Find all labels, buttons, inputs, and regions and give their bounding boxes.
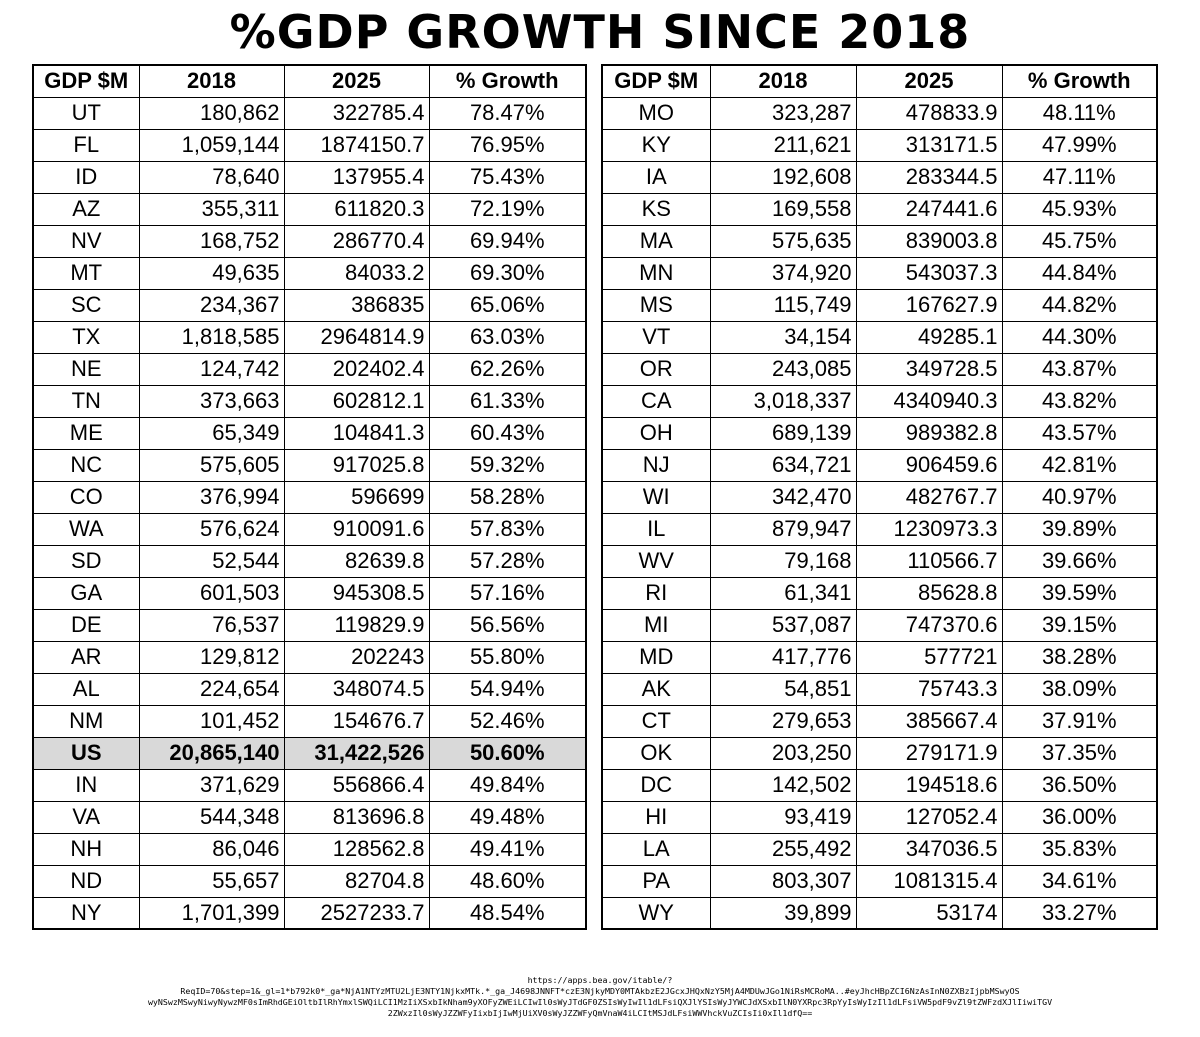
gdp-2025-cell: 556866.4 bbox=[284, 769, 429, 801]
growth-cell: 49.41% bbox=[429, 833, 586, 865]
growth-cell: 61.33% bbox=[429, 385, 586, 417]
table-row-us-total bbox=[33, 737, 586, 769]
growth-cell: 44.82% bbox=[1002, 289, 1157, 321]
growth-cell: 47.11% bbox=[1002, 161, 1157, 193]
state-cell: IN bbox=[33, 769, 139, 801]
source-line: 2ZWxzIl0sWyJZZWFyIixbIjIwMjUiXV0sWyJZZWFyQmVnaW4iLCItMSJdLFsiWWVhckVuZCIsIi0xIl1dfQ== bbox=[387, 1008, 813, 1018]
table-row bbox=[602, 449, 1157, 481]
state-cell: NM bbox=[33, 705, 139, 737]
gdp-2018-cell: 634,721 bbox=[710, 449, 856, 481]
gdp-2025-cell: 104841.3 bbox=[284, 417, 429, 449]
gdp-2025-cell: 1874150.7 bbox=[284, 129, 429, 161]
table-row bbox=[33, 609, 586, 641]
gdp-2018-cell: 243,085 bbox=[710, 353, 856, 385]
gdp-2018-cell: 234,367 bbox=[139, 289, 284, 321]
table-row bbox=[33, 417, 586, 449]
table-row bbox=[602, 417, 1157, 449]
page-title: %GDP GROWTH SINCE 2018 bbox=[229, 5, 971, 59]
growth-cell: 57.83% bbox=[429, 513, 586, 545]
gdp-2018-cell: 3,018,337 bbox=[710, 385, 856, 417]
growth-cell: 57.28% bbox=[429, 545, 586, 577]
growth-cell: 33.27% bbox=[1002, 897, 1157, 929]
state-cell: MS bbox=[602, 289, 710, 321]
gdp-2025-cell: 82704.8 bbox=[284, 865, 429, 897]
gdp-2018-cell: 79,168 bbox=[710, 545, 856, 577]
state-cell: UT bbox=[33, 97, 139, 129]
table-row bbox=[33, 193, 586, 225]
table-row bbox=[602, 353, 1157, 385]
growth-cell: 40.97% bbox=[1002, 481, 1157, 513]
gdp-2018-cell: 203,250 bbox=[710, 737, 856, 769]
growth-cell: 75.43% bbox=[429, 161, 586, 193]
table-row bbox=[602, 545, 1157, 577]
state-cell: IA bbox=[602, 161, 710, 193]
growth-cell: 44.84% bbox=[1002, 257, 1157, 289]
state-cell: WI bbox=[602, 481, 710, 513]
gdp-2018-cell: 689,139 bbox=[710, 417, 856, 449]
table-row bbox=[602, 385, 1157, 417]
state-cell: AR bbox=[33, 641, 139, 673]
state-cell: OH bbox=[602, 417, 710, 449]
table-row bbox=[602, 97, 1157, 129]
gdp-2018-cell: 93,419 bbox=[710, 801, 856, 833]
growth-cell: 72.19% bbox=[429, 193, 586, 225]
gdp-2018-cell: 279,653 bbox=[710, 705, 856, 737]
table-row bbox=[602, 673, 1157, 705]
growth-cell: 55.80% bbox=[429, 641, 586, 673]
growth-cell: 69.94% bbox=[429, 225, 586, 257]
state-cell: MN bbox=[602, 257, 710, 289]
state-cell: HI bbox=[602, 801, 710, 833]
table-row bbox=[602, 705, 1157, 737]
table-row bbox=[33, 641, 586, 673]
growth-cell: 37.35% bbox=[1002, 737, 1157, 769]
gdp-2018-cell: 879,947 bbox=[710, 513, 856, 545]
header-growth: % Growth bbox=[429, 65, 586, 97]
growth-cell: 43.82% bbox=[1002, 385, 1157, 417]
table-row bbox=[33, 545, 586, 577]
gdp-2018-cell: 323,287 bbox=[710, 97, 856, 129]
table-row bbox=[33, 385, 586, 417]
gdp-2025-cell: 75743.3 bbox=[856, 673, 1002, 705]
source-line: ReqID=70&step=1&_gl=1*b792k0*_ga*NjA1NTYzMTU2LjE3NTY1NjkxMTk.*_ga_J4698JNNFT*czE3NjkyMDY0MTAkbzE2JGcxJHQxNzY5MjA4MDUwJGo1NiRsMCRoMA..#eyJhcHBpZCI6NzAsInN0ZXBzIjpbMSwyOS bbox=[180, 986, 1020, 996]
gdp-2025-cell: 1081315.4 bbox=[856, 865, 1002, 897]
gdp-2025-cell: 82639.8 bbox=[284, 545, 429, 577]
header-state: GDP $M bbox=[602, 65, 710, 97]
state-cell: MI bbox=[602, 609, 710, 641]
table-row bbox=[33, 225, 586, 257]
gdp-2018-cell: 101,452 bbox=[139, 705, 284, 737]
table-row bbox=[33, 705, 586, 737]
state-cell: WY bbox=[602, 897, 710, 929]
gdp-2025-cell: 127052.4 bbox=[856, 801, 1002, 833]
gdp-2018-cell: 168,752 bbox=[139, 225, 284, 257]
gdp-2025-cell: 137955.4 bbox=[284, 161, 429, 193]
header-2025: 2025 bbox=[284, 65, 429, 97]
growth-cell: 69.30% bbox=[429, 257, 586, 289]
growth-cell: 36.00% bbox=[1002, 801, 1157, 833]
gdp-2025-cell: 347036.5 bbox=[856, 833, 1002, 865]
growth-cell: 59.32% bbox=[429, 449, 586, 481]
gdp-2018-cell: 255,492 bbox=[710, 833, 856, 865]
growth-cell: 54.94% bbox=[429, 673, 586, 705]
gdp-2018-cell: 169,558 bbox=[710, 193, 856, 225]
gdp-2018-cell: 86,046 bbox=[139, 833, 284, 865]
gdp-2018-cell: 211,621 bbox=[710, 129, 856, 161]
table-row bbox=[602, 321, 1157, 353]
gdp-2025-cell: 2527233.7 bbox=[284, 897, 429, 929]
growth-cell: 76.95% bbox=[429, 129, 586, 161]
gdp-2018-cell: 1,701,399 bbox=[139, 897, 284, 929]
gdp-2025-cell: 482767.7 bbox=[856, 481, 1002, 513]
table-row bbox=[602, 193, 1157, 225]
gdp-2025-cell: 4340940.3 bbox=[856, 385, 1002, 417]
header-row bbox=[33, 65, 586, 97]
header-2018: 2018 bbox=[139, 65, 284, 97]
table-row bbox=[33, 513, 586, 545]
gdp-2025-cell: 167627.9 bbox=[856, 289, 1002, 321]
table-row bbox=[602, 161, 1157, 193]
state-cell: KS bbox=[602, 193, 710, 225]
growth-cell: 44.30% bbox=[1002, 321, 1157, 353]
table-row bbox=[602, 225, 1157, 257]
state-cell: NE bbox=[33, 353, 139, 385]
gdp-2018-cell: 374,920 bbox=[710, 257, 856, 289]
gdp-2018-cell: 1,059,144 bbox=[139, 129, 284, 161]
growth-cell: 39.89% bbox=[1002, 513, 1157, 545]
table-row bbox=[33, 833, 586, 865]
gdp-2025-cell: 194518.6 bbox=[856, 769, 1002, 801]
gdp-2025-cell: 348074.5 bbox=[284, 673, 429, 705]
growth-cell: 49.48% bbox=[429, 801, 586, 833]
table-row bbox=[602, 577, 1157, 609]
state-cell: CT bbox=[602, 705, 710, 737]
state-cell: AK bbox=[602, 673, 710, 705]
state-cell: CA bbox=[602, 385, 710, 417]
growth-cell: 47.99% bbox=[1002, 129, 1157, 161]
state-cell: ME bbox=[33, 417, 139, 449]
table-row bbox=[33, 129, 586, 161]
header-2018: 2018 bbox=[710, 65, 856, 97]
header-state: GDP $M bbox=[33, 65, 139, 97]
growth-cell: 78.47% bbox=[429, 97, 586, 129]
gdp-2025-cell: 349728.5 bbox=[856, 353, 1002, 385]
growth-cell: 34.61% bbox=[1002, 865, 1157, 897]
source-line: wyNSwzMSwyNiwyNywzMF0sImRhdGEiOltbIlRhYmxlSWQiLCI1MzIiXSxbIkNham9yXOFyZWEiLCIwIl0sWyJTdGF0ZSIsWyIwIl1dLFsiQXJlYSIsWyJYWCJdXSxbIlN0YXRpc3RpYyIsWyIzIl1dLFsiVW5pdF9vZl9tZWFzdXJlIiwiTGV bbox=[147, 997, 1053, 1007]
state-cell: US bbox=[33, 737, 139, 769]
gdp-2025-cell: 110566.7 bbox=[856, 545, 1002, 577]
growth-cell: 42.81% bbox=[1002, 449, 1157, 481]
gdp-2025-cell: 839003.8 bbox=[856, 225, 1002, 257]
gdp-2025-cell: 202243 bbox=[284, 641, 429, 673]
growth-cell: 50.60% bbox=[429, 737, 586, 769]
state-cell: CO bbox=[33, 481, 139, 513]
gdp-table-right bbox=[601, 64, 1158, 930]
gdp-2018-cell: 61,341 bbox=[710, 577, 856, 609]
growth-cell: 57.16% bbox=[429, 577, 586, 609]
table-row bbox=[33, 481, 586, 513]
state-cell: WV bbox=[602, 545, 710, 577]
table-row bbox=[33, 161, 586, 193]
gdp-2025-cell: 286770.4 bbox=[284, 225, 429, 257]
gdp-2025-cell: 596699 bbox=[284, 481, 429, 513]
source-line: https://apps.bea.gov/itable/? bbox=[527, 975, 673, 985]
growth-cell: 48.54% bbox=[429, 897, 586, 929]
gdp-2018-cell: 52,544 bbox=[139, 545, 284, 577]
gdp-2018-cell: 224,654 bbox=[139, 673, 284, 705]
gdp-2018-cell: 55,657 bbox=[139, 865, 284, 897]
state-cell: AL bbox=[33, 673, 139, 705]
growth-cell: 65.06% bbox=[429, 289, 586, 321]
gdp-2018-cell: 342,470 bbox=[710, 481, 856, 513]
gdp-2018-cell: 371,629 bbox=[139, 769, 284, 801]
gdp-2018-cell: 20,865,140 bbox=[139, 737, 284, 769]
growth-cell: 48.60% bbox=[429, 865, 586, 897]
growth-cell: 48.11% bbox=[1002, 97, 1157, 129]
gdp-2018-cell: 39,899 bbox=[710, 897, 856, 929]
state-cell: SD bbox=[33, 545, 139, 577]
growth-cell: 36.50% bbox=[1002, 769, 1157, 801]
state-cell: NY bbox=[33, 897, 139, 929]
state-cell: AZ bbox=[33, 193, 139, 225]
gdp-2025-cell: 478833.9 bbox=[856, 97, 1002, 129]
state-cell: MO bbox=[602, 97, 710, 129]
source-url bbox=[0, 975, 1200, 1019]
state-cell: MA bbox=[602, 225, 710, 257]
growth-cell: 62.26% bbox=[429, 353, 586, 385]
state-cell: FL bbox=[33, 129, 139, 161]
gdp-2018-cell: 1,818,585 bbox=[139, 321, 284, 353]
growth-cell: 38.28% bbox=[1002, 641, 1157, 673]
state-cell: IL bbox=[602, 513, 710, 545]
growth-cell: 43.87% bbox=[1002, 353, 1157, 385]
gdp-2025-cell: 128562.8 bbox=[284, 833, 429, 865]
table-row bbox=[602, 129, 1157, 161]
gdp-2025-cell: 385667.4 bbox=[856, 705, 1002, 737]
table-row bbox=[602, 801, 1157, 833]
gdp-2025-cell: 84033.2 bbox=[284, 257, 429, 289]
gdp-2025-cell: 322785.4 bbox=[284, 97, 429, 129]
gdp-2018-cell: 417,776 bbox=[710, 641, 856, 673]
growth-cell: 58.28% bbox=[429, 481, 586, 513]
table-row bbox=[602, 513, 1157, 545]
state-cell: MD bbox=[602, 641, 710, 673]
gdp-2025-cell: 543037.3 bbox=[856, 257, 1002, 289]
gdp-2018-cell: 124,742 bbox=[139, 353, 284, 385]
table-row bbox=[33, 321, 586, 353]
gdp-2025-cell: 989382.8 bbox=[856, 417, 1002, 449]
gdp-2018-cell: 78,640 bbox=[139, 161, 284, 193]
state-cell: DE bbox=[33, 609, 139, 641]
gdp-2018-cell: 192,608 bbox=[710, 161, 856, 193]
table-row bbox=[602, 769, 1157, 801]
state-cell: PA bbox=[602, 865, 710, 897]
gdp-2018-cell: 355,311 bbox=[139, 193, 284, 225]
table-row bbox=[602, 897, 1157, 929]
growth-cell: 39.66% bbox=[1002, 545, 1157, 577]
gdp-2025-cell: 602812.1 bbox=[284, 385, 429, 417]
gdp-2018-cell: 601,503 bbox=[139, 577, 284, 609]
state-cell: DC bbox=[602, 769, 710, 801]
table-row bbox=[602, 481, 1157, 513]
header-2025: 2025 bbox=[856, 65, 1002, 97]
header-growth: % Growth bbox=[1002, 65, 1157, 97]
gdp-2018-cell: 34,154 bbox=[710, 321, 856, 353]
table-row bbox=[602, 289, 1157, 321]
gdp-2018-cell: 115,749 bbox=[710, 289, 856, 321]
state-cell: VA bbox=[33, 801, 139, 833]
gdp-2025-cell: 611820.3 bbox=[284, 193, 429, 225]
growth-cell: 45.93% bbox=[1002, 193, 1157, 225]
gdp-2018-cell: 373,663 bbox=[139, 385, 284, 417]
gdp-2025-cell: 202402.4 bbox=[284, 353, 429, 385]
state-cell: ID bbox=[33, 161, 139, 193]
growth-cell: 39.59% bbox=[1002, 577, 1157, 609]
state-cell: NV bbox=[33, 225, 139, 257]
gdp-2025-cell: 154676.7 bbox=[284, 705, 429, 737]
gdp-2025-cell: 917025.8 bbox=[284, 449, 429, 481]
gdp-2018-cell: 376,994 bbox=[139, 481, 284, 513]
growth-cell: 37.91% bbox=[1002, 705, 1157, 737]
table-row bbox=[33, 449, 586, 481]
state-cell: NJ bbox=[602, 449, 710, 481]
gdp-2025-cell: 313171.5 bbox=[856, 129, 1002, 161]
state-cell: TN bbox=[33, 385, 139, 417]
gdp-2018-cell: 575,635 bbox=[710, 225, 856, 257]
growth-cell: 43.57% bbox=[1002, 417, 1157, 449]
state-cell: NC bbox=[33, 449, 139, 481]
gdp-2018-cell: 76,537 bbox=[139, 609, 284, 641]
gdp-2025-cell: 910091.6 bbox=[284, 513, 429, 545]
header-row bbox=[602, 65, 1157, 97]
state-cell: VT bbox=[602, 321, 710, 353]
table-row bbox=[33, 257, 586, 289]
gdp-2018-cell: 65,349 bbox=[139, 417, 284, 449]
state-cell: OR bbox=[602, 353, 710, 385]
table-row bbox=[33, 673, 586, 705]
table-row bbox=[602, 609, 1157, 641]
state-cell: NH bbox=[33, 833, 139, 865]
gdp-2025-cell: 283344.5 bbox=[856, 161, 1002, 193]
gdp-2018-cell: 537,087 bbox=[710, 609, 856, 641]
gdp-2018-cell: 544,348 bbox=[139, 801, 284, 833]
table-row bbox=[33, 97, 586, 129]
table-row bbox=[33, 801, 586, 833]
table-row bbox=[33, 897, 586, 929]
table-row bbox=[602, 865, 1157, 897]
state-cell: TX bbox=[33, 321, 139, 353]
growth-cell: 49.84% bbox=[429, 769, 586, 801]
table-row bbox=[602, 641, 1157, 673]
state-cell: ND bbox=[33, 865, 139, 897]
state-cell: KY bbox=[602, 129, 710, 161]
growth-cell: 38.09% bbox=[1002, 673, 1157, 705]
growth-cell: 60.43% bbox=[429, 417, 586, 449]
state-cell: MT bbox=[33, 257, 139, 289]
growth-cell: 63.03% bbox=[429, 321, 586, 353]
gdp-2025-cell: 813696.8 bbox=[284, 801, 429, 833]
table-row bbox=[33, 289, 586, 321]
growth-cell: 56.56% bbox=[429, 609, 586, 641]
gdp-2018-cell: 576,624 bbox=[139, 513, 284, 545]
gdp-table-left bbox=[32, 64, 587, 930]
state-cell: SC bbox=[33, 289, 139, 321]
gdp-2025-cell: 247441.6 bbox=[856, 193, 1002, 225]
gdp-2025-cell: 85628.8 bbox=[856, 577, 1002, 609]
growth-cell: 45.75% bbox=[1002, 225, 1157, 257]
growth-cell: 35.83% bbox=[1002, 833, 1157, 865]
gdp-2025-cell: 49285.1 bbox=[856, 321, 1002, 353]
gdp-2018-cell: 129,812 bbox=[139, 641, 284, 673]
state-cell: RI bbox=[602, 577, 710, 609]
gdp-2025-cell: 577721 bbox=[856, 641, 1002, 673]
gdp-2018-cell: 54,851 bbox=[710, 673, 856, 705]
gdp-2018-cell: 180,862 bbox=[139, 97, 284, 129]
gdp-2018-cell: 49,635 bbox=[139, 257, 284, 289]
gdp-2025-cell: 119829.9 bbox=[284, 609, 429, 641]
gdp-2025-cell: 386835 bbox=[284, 289, 429, 321]
state-cell: WA bbox=[33, 513, 139, 545]
table-row bbox=[33, 353, 586, 385]
table-row bbox=[602, 737, 1157, 769]
gdp-2025-cell: 279171.9 bbox=[856, 737, 1002, 769]
state-cell: LA bbox=[602, 833, 710, 865]
growth-cell: 52.46% bbox=[429, 705, 586, 737]
gdp-2025-cell: 747370.6 bbox=[856, 609, 1002, 641]
gdp-2025-cell: 2964814.9 bbox=[284, 321, 429, 353]
table-row bbox=[602, 257, 1157, 289]
table-row bbox=[33, 577, 586, 609]
state-cell: OK bbox=[602, 737, 710, 769]
gdp-2018-cell: 142,502 bbox=[710, 769, 856, 801]
gdp-2025-cell: 53174 bbox=[856, 897, 1002, 929]
gdp-2025-cell: 1230973.3 bbox=[856, 513, 1002, 545]
gdp-2018-cell: 575,605 bbox=[139, 449, 284, 481]
state-cell: GA bbox=[33, 577, 139, 609]
gdp-2025-cell: 906459.6 bbox=[856, 449, 1002, 481]
table-row bbox=[33, 769, 586, 801]
table-row bbox=[33, 865, 586, 897]
gdp-2025-cell: 945308.5 bbox=[284, 577, 429, 609]
growth-cell: 39.15% bbox=[1002, 609, 1157, 641]
gdp-2018-cell: 803,307 bbox=[710, 865, 856, 897]
table-row bbox=[602, 833, 1157, 865]
gdp-2025-cell: 31,422,526 bbox=[284, 737, 429, 769]
